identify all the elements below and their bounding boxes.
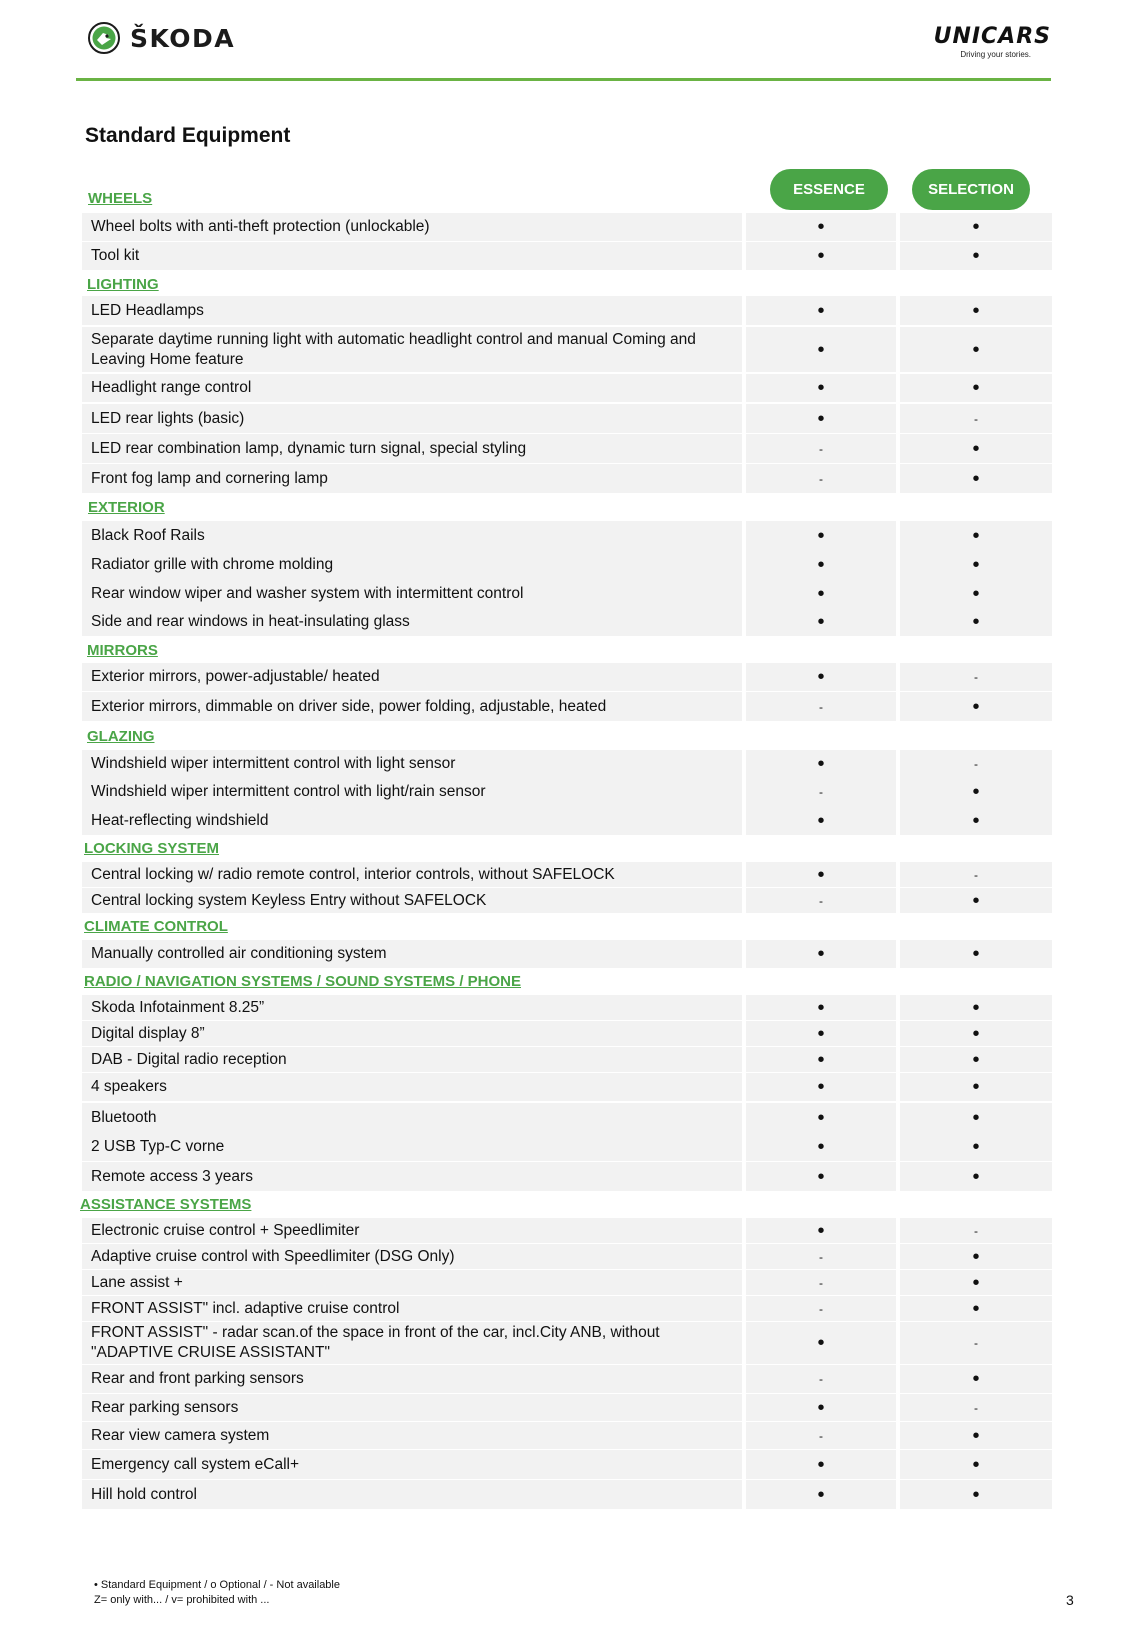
table-row xyxy=(82,296,1052,325)
table-row xyxy=(82,550,1052,579)
essence-availability: • xyxy=(746,806,896,835)
section-heading: LOCKING SYSTEM xyxy=(84,840,220,857)
essence-availability: • xyxy=(746,404,896,433)
essence-availability: • xyxy=(746,579,896,608)
essence-availability: • xyxy=(746,1394,896,1421)
legend-line-2: Z= only with... / v= prohibited with ... xyxy=(94,1594,270,1606)
selection-availability: • xyxy=(900,1480,1052,1509)
selection-availability: • xyxy=(900,1073,1052,1101)
essence-availability: • xyxy=(746,550,896,579)
page-header xyxy=(0,0,1125,82)
feature-label: FRONT ASSIST" incl. adaptive cruise control xyxy=(82,1296,742,1321)
table-row xyxy=(82,692,1052,721)
page-number: 3 xyxy=(1066,1592,1074,1608)
feature-label: Windshield wiper intermittent control with light/rain sensor xyxy=(82,778,742,806)
selection-availability: • xyxy=(900,242,1052,270)
selection-availability: • xyxy=(900,692,1052,721)
table-row xyxy=(82,464,1052,493)
essence-availability: • xyxy=(746,1322,896,1364)
selection-availability: • xyxy=(900,1270,1052,1295)
table-row xyxy=(82,374,1052,402)
selection-availability: • xyxy=(900,806,1052,835)
table-row xyxy=(82,1244,1052,1269)
feature-label: Radiator grille with chrome molding xyxy=(82,550,742,579)
column-header-essence: ESSENCE xyxy=(770,169,888,210)
essence-availability: - xyxy=(746,1270,896,1295)
selection-availability: - xyxy=(900,404,1052,433)
table-row xyxy=(82,1103,1052,1132)
essence-availability: • xyxy=(746,1450,896,1479)
essence-availability: • xyxy=(746,940,896,968)
table-row xyxy=(82,242,1052,270)
selection-availability: • xyxy=(900,1244,1052,1269)
essence-availability: • xyxy=(746,327,896,372)
selection-availability: - xyxy=(900,663,1052,691)
feature-label: Tool kit xyxy=(82,242,742,270)
selection-availability: • xyxy=(900,579,1052,608)
essence-availability: • xyxy=(746,1218,896,1243)
feature-label: Electronic cruise control + Speedlimiter xyxy=(82,1218,742,1243)
essence-availability: • xyxy=(746,1047,896,1072)
feature-label: Central locking w/ radio remote control, interior controls, without SAFELOCK xyxy=(82,862,742,887)
essence-availability: - xyxy=(746,434,896,463)
essence-availability: • xyxy=(746,862,896,887)
feature-label: Manually controlled air conditioning system xyxy=(82,940,742,968)
selection-availability: • xyxy=(900,550,1052,579)
section-heading: CLIMATE CONTROL xyxy=(84,918,228,935)
feature-label: Headlight range control xyxy=(82,374,742,402)
selection-availability: • xyxy=(900,1450,1052,1479)
essence-availability: - xyxy=(746,1422,896,1449)
feature-label: Rear and front parking sensors xyxy=(82,1365,742,1393)
table-row xyxy=(82,1218,1052,1243)
table-row xyxy=(82,1450,1052,1479)
selection-availability: • xyxy=(900,1103,1052,1132)
essence-availability: • xyxy=(746,521,896,550)
feature-label: Hill hold control xyxy=(82,1480,742,1509)
selection-availability: • xyxy=(900,995,1052,1020)
feature-label: Emergency call system eCall+ xyxy=(82,1450,742,1479)
selection-availability: • xyxy=(900,213,1052,241)
feature-label: Rear window wiper and washer system with intermittent control xyxy=(82,579,742,608)
table-row xyxy=(82,940,1052,968)
essence-availability: • xyxy=(746,242,896,270)
feature-label: Windshield wiper intermittent control with light sensor xyxy=(82,750,742,778)
selection-availability: • xyxy=(900,1422,1052,1449)
selection-availability: • xyxy=(900,608,1052,636)
page-title: Standard Equipment xyxy=(85,124,291,147)
selection-availability: • xyxy=(900,1132,1052,1161)
essence-availability: • xyxy=(746,1162,896,1191)
table-row xyxy=(82,1422,1052,1449)
skoda-wordmark: ŠKODA xyxy=(130,23,236,53)
feature-label: LED Headlamps xyxy=(82,296,742,325)
table-row xyxy=(82,579,1052,608)
selection-availability: • xyxy=(900,1047,1052,1072)
feature-label: Exterior mirrors, power-adjustable/ heated xyxy=(82,663,742,691)
section-heading: LIGHTING xyxy=(87,276,159,293)
essence-availability: - xyxy=(746,1296,896,1321)
feature-label: Separate daytime running light with automatic headlight control and manual Coming and Leaving Home feature xyxy=(82,327,742,372)
feature-label: 4 speakers xyxy=(82,1073,742,1101)
selection-availability: • xyxy=(900,1021,1052,1046)
selection-availability: • xyxy=(900,327,1052,372)
skoda-logo xyxy=(88,22,235,54)
feature-label: LED rear lights (basic) xyxy=(82,404,742,433)
table-row xyxy=(82,327,1052,372)
feature-label: Skoda Infotainment 8.25” xyxy=(82,995,742,1020)
essence-availability: • xyxy=(746,995,896,1020)
skoda-emblem-icon xyxy=(88,22,120,54)
table-row xyxy=(82,1162,1052,1191)
feature-label: Central locking system Keyless Entry without SAFELOCK xyxy=(82,888,742,913)
table-row xyxy=(82,1073,1052,1101)
essence-availability: • xyxy=(746,1480,896,1509)
essence-availability: - xyxy=(746,888,896,913)
feature-label: Rear parking sensors xyxy=(82,1394,742,1421)
feature-label: DAB - Digital radio reception xyxy=(82,1047,742,1072)
essence-availability: - xyxy=(746,464,896,493)
table-row xyxy=(82,1132,1052,1161)
unicars-logo xyxy=(934,26,1051,59)
selection-availability: • xyxy=(900,1296,1052,1321)
essence-availability: • xyxy=(746,608,896,636)
selection-availability: • xyxy=(900,464,1052,493)
selection-availability: • xyxy=(900,888,1052,913)
table-row xyxy=(82,806,1052,835)
feature-label: Heat-reflecting windshield xyxy=(82,806,742,835)
table-row xyxy=(82,778,1052,806)
feature-label: Lane assist + xyxy=(82,1270,742,1295)
essence-availability: - xyxy=(746,692,896,721)
table-row xyxy=(82,1270,1052,1295)
essence-availability: • xyxy=(746,1073,896,1101)
table-row xyxy=(82,1365,1052,1393)
section-heading: EXTERIOR xyxy=(88,499,165,516)
table-row xyxy=(82,404,1052,433)
feature-label: Side and rear windows in heat-insulating glass xyxy=(82,608,742,636)
feature-label: LED rear combination lamp, dynamic turn signal, special styling xyxy=(82,434,742,463)
selection-availability: - xyxy=(900,1218,1052,1243)
essence-availability: - xyxy=(746,778,896,806)
legend xyxy=(94,1578,340,1608)
essence-availability: • xyxy=(746,296,896,325)
selection-availability: • xyxy=(900,1365,1052,1393)
selection-availability: • xyxy=(900,374,1052,402)
selection-availability: • xyxy=(900,434,1052,463)
table-row xyxy=(82,663,1052,691)
table-row xyxy=(82,1047,1052,1072)
table-row xyxy=(82,521,1052,550)
table-row xyxy=(82,1394,1052,1421)
essence-availability: • xyxy=(746,663,896,691)
essence-availability: • xyxy=(746,1132,896,1161)
selection-availability: • xyxy=(900,940,1052,968)
table-row xyxy=(82,888,1052,913)
table-row xyxy=(82,608,1052,636)
selection-availability: • xyxy=(900,1162,1052,1191)
feature-label: Front fog lamp and cornering lamp xyxy=(82,464,742,493)
feature-label: Black Roof Rails xyxy=(82,521,742,550)
section-heading: WHEELS xyxy=(88,190,153,207)
feature-label: Digital display 8” xyxy=(82,1021,742,1046)
feature-label: Exterior mirrors, dimmable on driver side, power folding, adjustable, heated xyxy=(82,692,742,721)
unicars-tagline: Driving your stories. xyxy=(960,50,1031,59)
table-row xyxy=(82,750,1052,778)
selection-availability: • xyxy=(900,296,1052,325)
essence-availability: • xyxy=(746,1103,896,1132)
essence-availability: • xyxy=(746,750,896,778)
table-row xyxy=(82,862,1052,887)
essence-availability: - xyxy=(746,1365,896,1393)
table-row xyxy=(82,1296,1052,1321)
selection-availability: • xyxy=(900,521,1052,550)
feature-label: Bluetooth xyxy=(82,1103,742,1132)
feature-label: Rear view camera system xyxy=(82,1422,742,1449)
table-row xyxy=(82,1322,1052,1364)
table-row xyxy=(82,213,1052,241)
selection-availability: - xyxy=(900,750,1052,778)
legend-line-1: • Standard Equipment / o Optional / - Not available xyxy=(94,1579,340,1591)
selection-availability: • xyxy=(900,778,1052,806)
section-heading: MIRRORS xyxy=(87,642,158,659)
feature-label: Remote access 3 years xyxy=(82,1162,742,1191)
feature-label: Wheel bolts with anti-theft protection (unlockable) xyxy=(82,213,742,241)
selection-availability: - xyxy=(900,862,1052,887)
header-divider xyxy=(76,78,1051,81)
unicars-wordmark: UNICARS xyxy=(933,24,1051,49)
essence-availability: • xyxy=(746,374,896,402)
table-row xyxy=(82,1021,1052,1046)
essence-availability: - xyxy=(746,1244,896,1269)
essence-availability: • xyxy=(746,1021,896,1046)
table-row xyxy=(82,995,1052,1020)
selection-availability: - xyxy=(900,1322,1052,1364)
section-heading: ASSISTANCE SYSTEMS xyxy=(80,1196,252,1213)
feature-label: 2 USB Typ-C vorne xyxy=(82,1132,742,1161)
table-row xyxy=(82,434,1052,463)
selection-availability: - xyxy=(900,1394,1052,1421)
feature-label: FRONT ASSIST" - radar scan.of the space in front of the car, incl.City ANB, without "ADAPTIVE CRUISE ASSISTANT" xyxy=(82,1322,742,1364)
section-heading: GLAZING xyxy=(87,728,155,745)
column-header-selection: SELECTION xyxy=(912,169,1030,210)
feature-label: Adaptive cruise control with Speedlimiter (DSG Only) xyxy=(82,1244,742,1269)
section-heading: RADIO / NAVIGATION SYSTEMS / SOUND SYSTEMS / PHONE xyxy=(84,973,521,990)
essence-availability: • xyxy=(746,213,896,241)
table-row xyxy=(82,1480,1052,1509)
